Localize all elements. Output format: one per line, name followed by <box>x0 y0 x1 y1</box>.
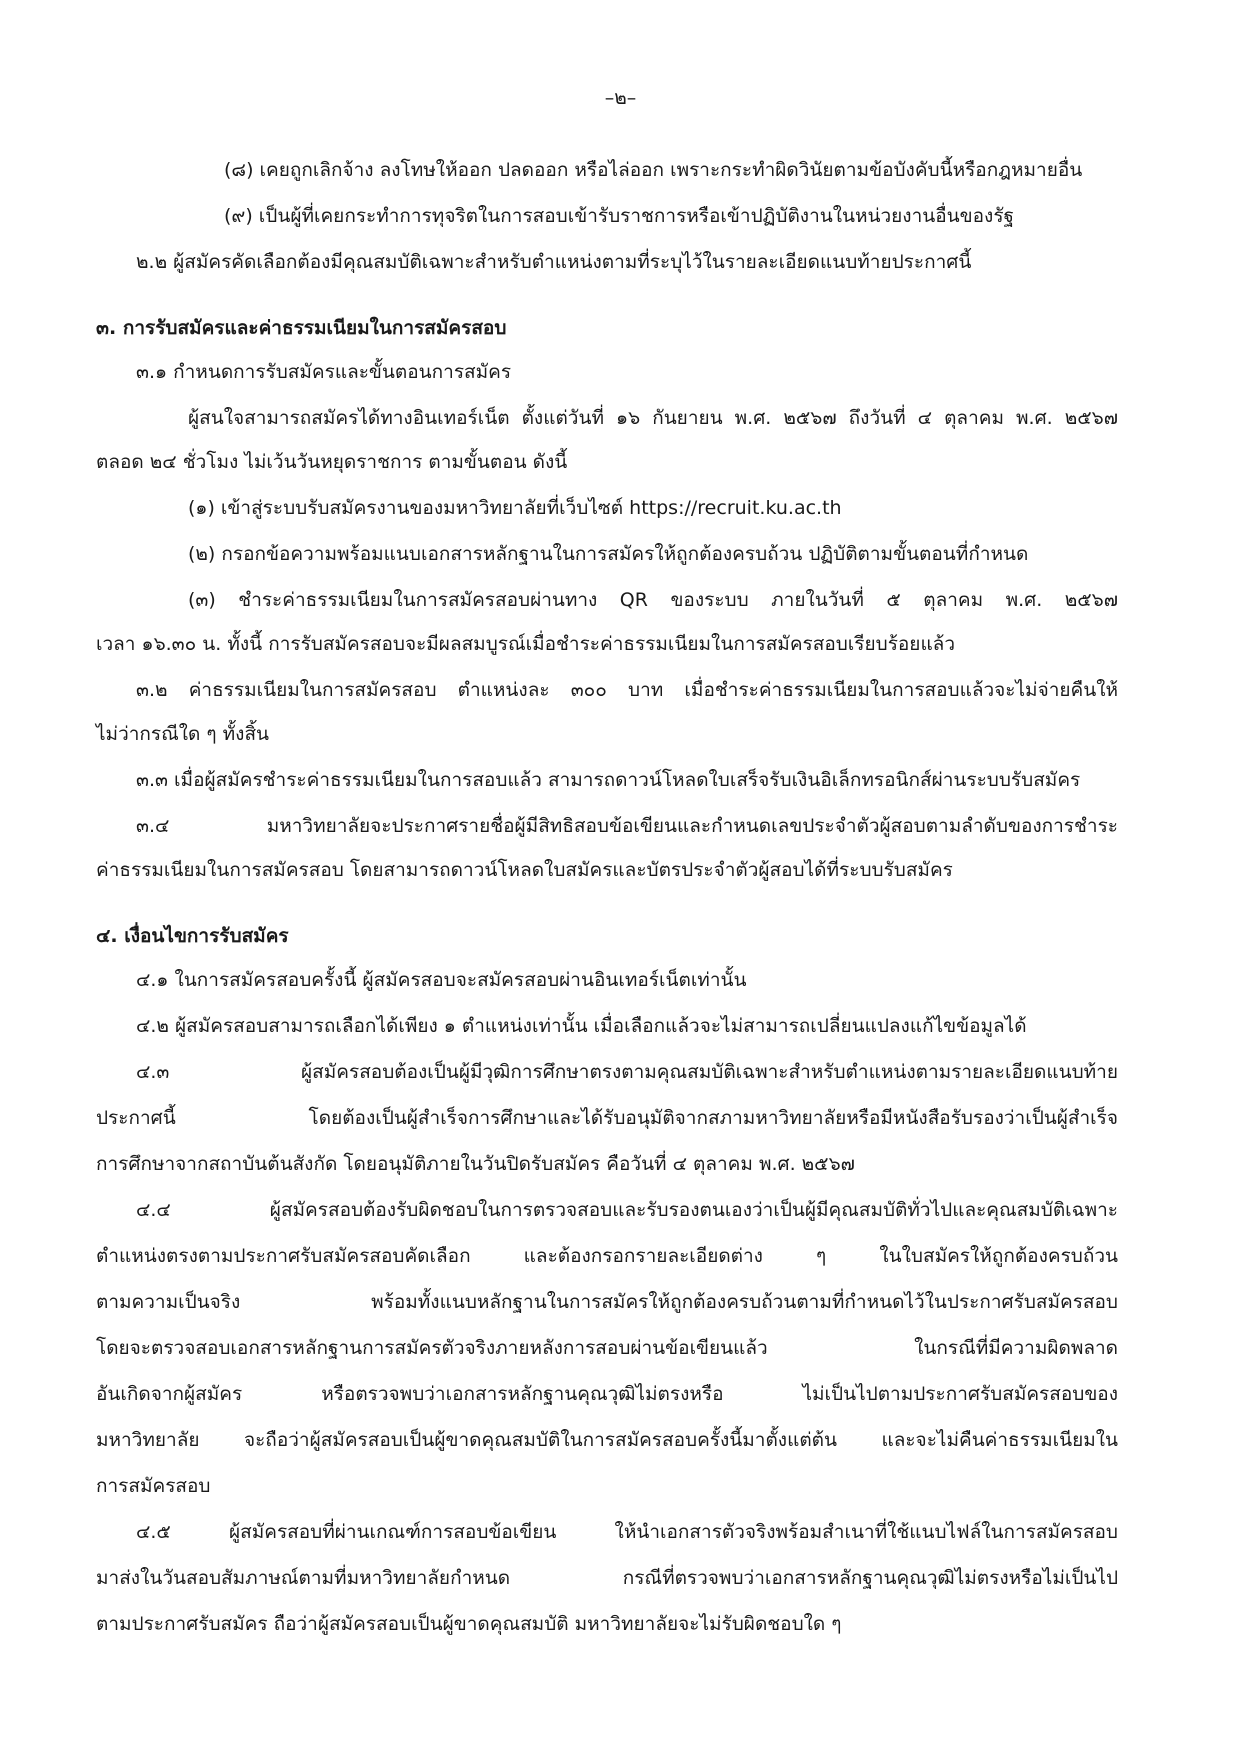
clause-4-4-line: ๔.๔ ผู้สมัครสอบต้องรับผิดชอบในการตรวจสอบและรับรองตนเองว่าเป็นผู้มีคุณสมบัติทั่วไปและคุณสมบัติเฉพาะ <box>136 1199 1118 1221</box>
paragraph-line: มาส่งในวันสอบสัมภาษณ์ตามที่มหาวิทยาลัยกำหนด กรณีที่ตรวจพบว่าเอกสารหลักฐานคุณวุฒิไม่ตรงหรือไม่เป็นไป <box>96 1567 1118 1589</box>
clause-3-3-line: ๓.๓ เมื่อผู้สมัครชำระค่าธรรมเนียมในการสอบแล้ว สามารถดาวน์โหลดใบเสร็จรับเงินอิเล็กทรอนิกส์ผ่านระบบรับสมัคร <box>136 769 1081 791</box>
paragraph-line: การศึกษาจากสถาบันต้นสังกัด โดยอนุมัติภายในวันปิดรับสมัคร คือวันที่ ๔ ตุลาคม พ.ศ. ๒๕๖๗ <box>96 1153 855 1175</box>
paragraph-line: มหาวิทยาลัย จะถือว่าผู้สมัครสอบเป็นผู้ขาดคุณสมบัติในการสมัครสอบครั้งนี้มาตั้งแต่ต้น และจะไม่คืนค่าธรรมเนียมใน <box>96 1429 1118 1451</box>
paragraph-line: ผู้สนใจสามารถสมัครได้ทางอินเทอร์เน็ต ตั้งแต่วันที่ ๑๖ กันยายน พ.ศ. ๒๕๖๗ ถึงวันที่ ๔ ตุลาคม พ.ศ. ๒๕๖๗ <box>188 407 1118 429</box>
paragraph-line: การสมัครสอบ <box>96 1475 211 1497</box>
item-8-line: (๘) เคยถูกเลิกจ้าง ลงโทษให้ออก ปลดออก หรือไล่ออก เพราะกระทำผิดวินัยตามข้อบังคับนี้หรือกฎหมายอื่น <box>224 159 1083 181</box>
paragraph-line: ไม่ว่ากรณีใด ๆ ทั้งสิ้น <box>96 723 270 745</box>
step-1-line: (๑) เข้าสู่ระบบรับสมัครงานของมหาวิทยาลัยที่เว็บไซต์ https://recruit.ku.ac.th <box>188 497 842 519</box>
item-9-line: (๙) เป็นผู้ที่เคยกระทำการทุจริตในการสอบเข้ารับราชการหรือเข้าปฏิบัติงานในหน่วยงานอื่นของรัฐ <box>224 205 1015 227</box>
clause-4-5-line: ๔.๕ ผู้สมัครสอบที่ผ่านเกณฑ์การสอบข้อเขียน ให้นำเอกสารตัวจริงพร้อมสำเนาที่ใช้แนบไฟล์ในการสมัครสอบ <box>136 1521 1118 1543</box>
clause-3-1-line: ๓.๑ กำหนดการรับสมัครและขั้นตอนการสมัคร <box>136 361 512 383</box>
section-3-heading: ๓. การรับสมัครและค่าธรรมเนียมในการสมัครสอบ <box>96 317 507 339</box>
paragraph-line: เวลา ๑๖.๓๐ น. ทั้งนี้ การรับสมัครสอบจะมีผลสมบูรณ์เมื่อชำระค่าธรรมเนียมในการสมัครสอบเรียบร้อยแล้ว <box>96 633 955 655</box>
clause-3-4-line: ๓.๔ มหาวิทยาลัยจะประกาศรายชื่อผู้มีสิทธิสอบข้อเขียนและกำหนดเลขประจำตัวผู้สอบตามลำดับของการชำระ <box>136 815 1118 837</box>
paragraph-line: ตามความเป็นจริง พร้อมทั้งแนบหลักฐานในการสมัครให้ถูกต้องครบถ้วนตามที่กำหนดไว้ในประกาศรับสมัครสอบ <box>96 1291 1118 1313</box>
paragraph-line: โดยจะตรวจสอบเอกสารหลักฐานการสมัครตัวจริงภายหลังการสอบผ่านข้อเขียนแล้ว ในกรณีที่มีความผิดพลาด <box>96 1337 1118 1359</box>
clause-4-2-line: ๔.๒ ผู้สมัครสอบสามารถเลือกได้เพียง ๑ ตำแหน่งเท่านั้น เมื่อเลือกแล้วจะไม่สามารถเปลี่ยนแปลงแก้ไขข้อมูลได้ <box>136 1015 1027 1037</box>
paragraph-line: ตำแหน่งตรงตามประกาศรับสมัครสอบคัดเลือก และต้องกรอกรายละเอียดต่าง ๆ ในใบสมัครให้ถูกต้องครบถ้วน <box>96 1245 1118 1267</box>
paragraph-line: ตลอด ๒๔ ชั่วโมง ไม่เว้นวันหยุดราชการ ตามขั้นตอน ดังนี้ <box>96 451 568 473</box>
paragraph-line: ค่าธรรมเนียมในการสมัครสอบ โดยสามารถดาวน์โหลดใบสมัครและบัตรประจำตัวผู้สอบได้ที่ระบบรับสมัคร <box>96 859 953 881</box>
paragraph-line: ประกาศนี้ โดยต้องเป็นผู้สำเร็จการศึกษาและได้รับอนุมัติจากสภามหาวิทยาลัยหรือมีหนังสือรับรองว่าเป็นผู้สำเร็จ <box>96 1107 1118 1129</box>
paragraph-line: ตามประกาศรับสมัคร ถือว่าผู้สมัครสอบเป็นผู้ขาดคุณสมบัติ มหาวิทยาลัยจะไม่รับผิดชอบใด ๆ <box>96 1613 842 1635</box>
clause-3-2-line: ๓.๒ ค่าธรรมเนียมในการสมัครสอบ ตำแหน่งละ ๓๐๐ บาท เมื่อชำระค่าธรรมเนียมในการสอบแล้วจะไม่จ่ายคืนให้ <box>136 679 1118 701</box>
clause-4-3-line: ๔.๓ ผู้สมัครสอบต้องเป็นผู้มีวุฒิการศึกษาตรงตามคุณสมบัติเฉพาะสำหรับตำแหน่งตามรายละเอียดแนบท้าย <box>136 1061 1118 1083</box>
paragraph-line: อันเกิดจากผู้สมัคร หรือตรวจพบว่าเอกสารหลักฐานคุณวุฒิไม่ตรงหรือ ไม่เป็นไปตามประกาศรับสมัครสอบของ <box>96 1383 1118 1405</box>
section-4-heading: ๔. เงื่อนไขการรับสมัคร <box>96 925 289 947</box>
step-3-line: (๓) ชำระค่าธรรมเนียมในการสมัครสอบผ่านทาง QR ของระบบ ภายในวันที่ ๕ ตุลาคม พ.ศ. ๒๕๖๗ <box>188 589 1118 611</box>
step-2-line: (๒) กรอกข้อความพร้อมแนบเอกสารหลักฐานในการสมัครให้ถูกต้องครบถ้วน ปฏิบัติตามขั้นตอนที่กำหนด <box>188 543 1029 565</box>
clause-2-2-line: ๒.๒ ผู้สมัครคัดเลือกต้องมีคุณสมบัติเฉพาะสำหรับตำแหน่งตามที่ระบุไว้ในรายละเอียดแนบท้ายประกาศนี้ <box>136 251 972 273</box>
page-number: –๒– <box>604 87 637 109</box>
clause-4-1-line: ๔.๑ ในการสมัครสอบครั้งนี้ ผู้สมัครสอบจะสมัครสอบผ่านอินเทอร์เน็ตเท่านั้น <box>136 969 747 991</box>
